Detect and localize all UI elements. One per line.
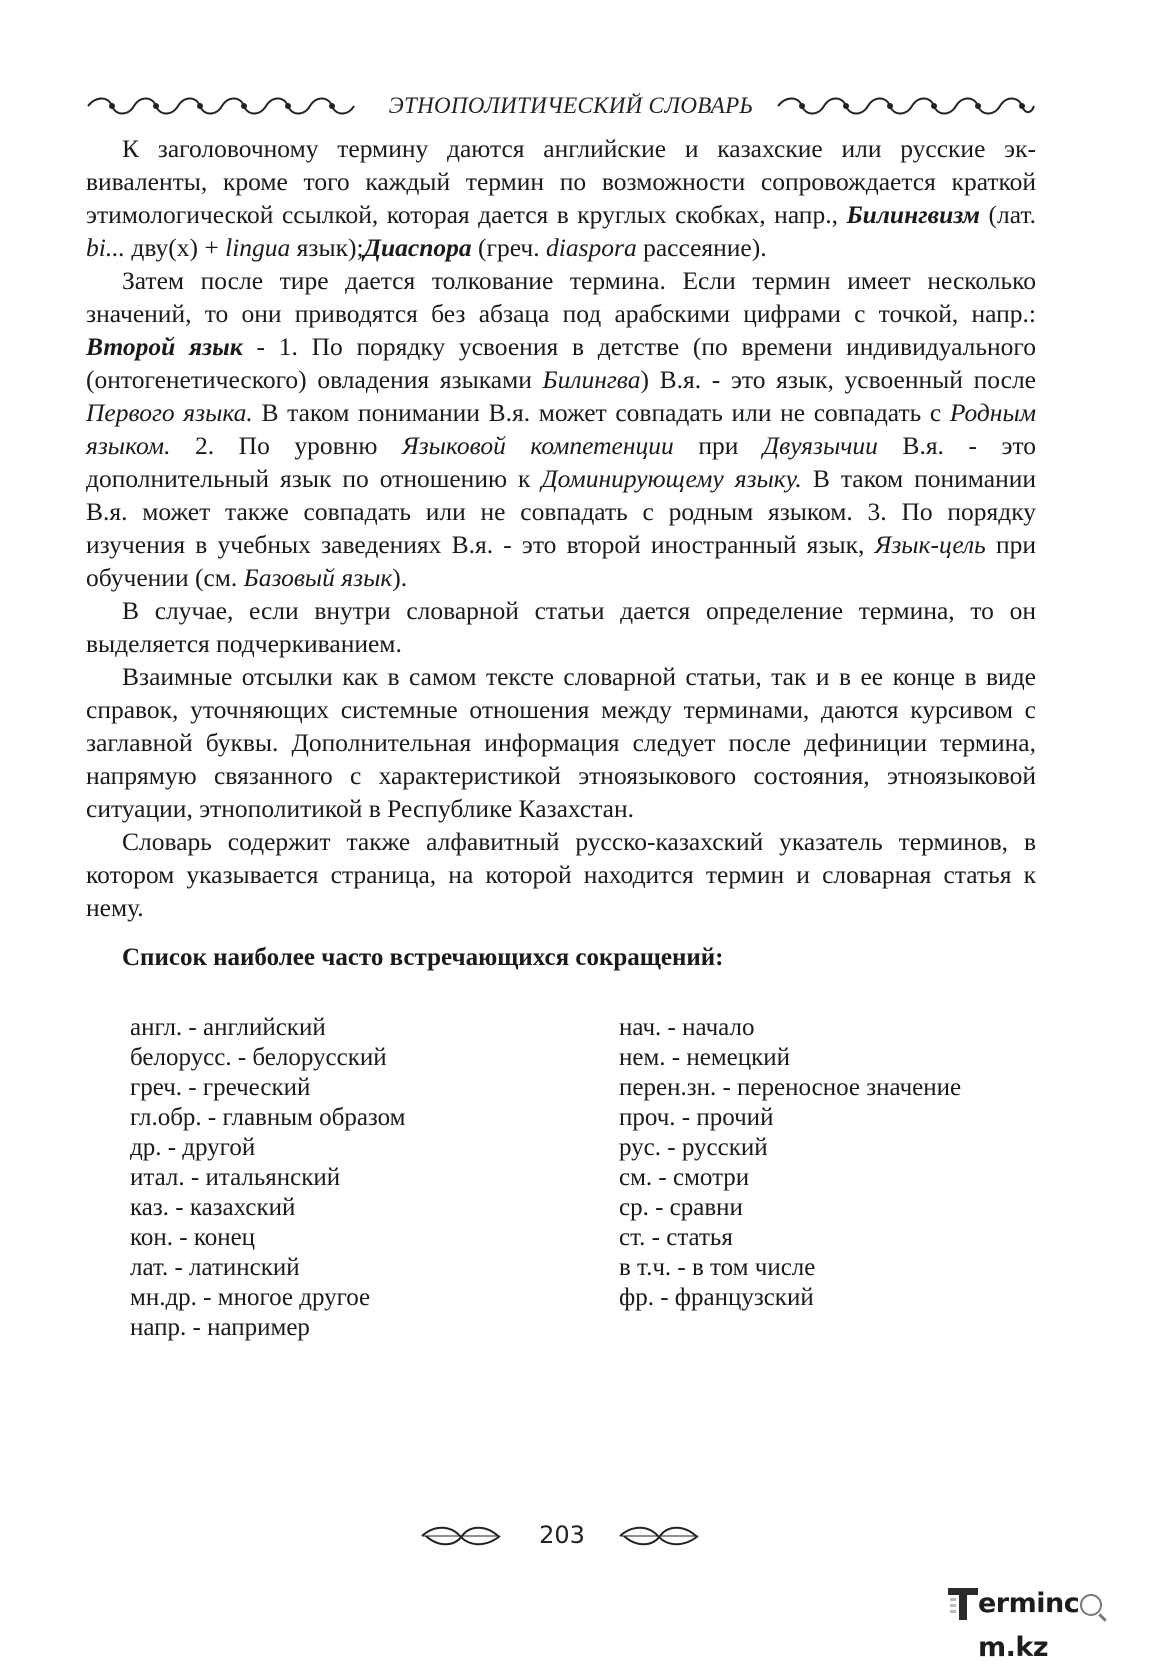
abbreviation-item: др. - другой [130, 1134, 256, 1161]
text-run: при обучении (см. [86, 530, 1036, 592]
italic-text: bi... [86, 233, 125, 262]
text-run: В таком понимании В.я. может также совпадать или не совпадать с родным языком. 3. По порядку изучения в учебных заведениях В.я. - это второй иностранный язык, [86, 464, 1037, 559]
abbreviation-item: греч. - греческий [130, 1074, 311, 1101]
text-run: (греч. [471, 233, 547, 262]
header-ornament-right-icon [776, 94, 1036, 118]
text-run: (лат. [980, 200, 1036, 229]
paragraph [86, 594, 1036, 660]
abbreviation-item: напр. - например [130, 1314, 310, 1341]
abbreviation-item: кон. - конец [130, 1224, 256, 1251]
footer-swirl-right-icon [618, 1523, 700, 1549]
abbreviations-list-left [130, 1013, 406, 1343]
italic-text: Язык-цель [874, 530, 986, 559]
text-run: Словарь содержит также алфавитный русско-казахский указатель терминов, в котором указывается страница, на которой находится термин и словарная статья к нему. [86, 827, 1036, 922]
footer-swirl-left-icon [420, 1523, 502, 1549]
text-run: ) В.я. - это язык, усвоенный после [640, 365, 1036, 394]
text-run: дву(х) + [124, 233, 226, 262]
abbreviation-item: рус. - русский [619, 1134, 768, 1161]
abbreviation-item: ст. - статья [619, 1224, 733, 1251]
header-ornament-left-icon [86, 94, 356, 118]
term-emphasis: Второй язык [86, 332, 243, 361]
running-header [86, 86, 1036, 126]
abbreviation-item: англ. - английский [130, 1014, 326, 1041]
italic-text: Первого языка. [86, 398, 253, 427]
text-run: рассеяние). [636, 233, 767, 262]
page-footer [420, 1515, 720, 1555]
italic-text: diaspora [546, 233, 637, 262]
text-run: К заголовочному термину даются английские и казахские или русские эквиваленты, кроме того каждый термин по возможности сопровождается краткой этимологической ссылкой, которая дается в круглых скобках, напр., [86, 134, 1036, 229]
text-run: В.я. - это дополнительный язык по отношению к [86, 431, 1037, 493]
body-text [86, 132, 1036, 924]
italic-text: Родным языком. [86, 398, 1037, 460]
abbreviation-item: гл.обр. - главным образом [130, 1104, 406, 1131]
abbreviation-item: в т.ч. - в том числе [619, 1254, 816, 1281]
abbreviation-item: проч. - прочий [619, 1104, 774, 1131]
text-run: ). [392, 563, 408, 592]
paragraph [86, 825, 1036, 924]
text-run: В случае, если внутри словарной статьи дается определение термина, то он выделяется подчеркиванием. [86, 596, 1036, 658]
header-title: ЭТНОПОЛИТИЧЕСКИЙ СЛОВАРЬ [388, 93, 754, 118]
watermark-logo [946, 1582, 1146, 1663]
paragraph [86, 660, 1036, 825]
italic-text: Базовый язык [243, 563, 393, 592]
italic-text: Доминирующему языку. [541, 464, 802, 493]
italic-text: Языковой компетенции [401, 431, 674, 460]
italic-text: lingua [225, 233, 291, 262]
page-number: 203 [539, 1521, 585, 1549]
abbreviation-item: лат. - латинский [130, 1254, 300, 1281]
abbreviation-item: фр. - французский [619, 1284, 814, 1311]
text-run: В таком понимании В.я. может совпадать или не совпадать с [252, 398, 950, 427]
abbreviations-list-right [619, 1013, 961, 1313]
text-run: при [673, 431, 763, 460]
abbreviations-heading: Список наиболее часто встречающихся сокращений: [122, 944, 724, 971]
term-emphasis: Диаспора [363, 233, 472, 262]
text-run: - 1. По порядку усвоения в детстве (по времени индивидуального (онтогенетического) овладения языками [86, 332, 1036, 394]
paragraph [86, 132, 1036, 264]
abbreviation-item: нем. - немецкий [619, 1044, 791, 1071]
text-run: Взаимные отсылки как в самом тексте словарной статьи, так и в ее конце в виде справок, уточняющих системные отношения между терминами, даются курсивом с заглавной буквы. Дополнительная информация следует после дефиниции термина, напрямую связанного с характеристикой этноязыкового состояния, этноязыковой ситуации, этнополитикой в Республике Казахстан. [86, 662, 1036, 823]
text-run: 2. По уровню [170, 431, 402, 460]
text-run: язык); [290, 233, 364, 262]
abbreviation-item: каз. - казахский [130, 1194, 296, 1221]
italic-text: Билингва [542, 365, 641, 394]
abbreviation-item: мн.др. - многое другое [130, 1284, 371, 1311]
term-emphasis: Билингвизм [846, 200, 981, 229]
abbreviation-item: нач. - начало [619, 1014, 755, 1041]
abbreviation-item: перен.зн. - переносное значение [619, 1074, 962, 1101]
italic-text: Двуязычии [762, 431, 878, 460]
abbreviation-item: итал. - итальянский [130, 1164, 341, 1191]
paragraph [86, 264, 1036, 594]
text-run: Затем после тире дается толкование термина. Если термин имеет несколько значений, то они приводятся без абзаца под арабскими цифрами с точкой, напр.: [86, 266, 1036, 328]
abbreviation-item: ср. - сравни [619, 1194, 743, 1221]
abbreviation-item: см. - смотри [619, 1164, 750, 1191]
watermark-text: erminc m.kz [978, 1582, 1146, 1670]
abbreviation-item: белорусс. - белорусский [130, 1044, 387, 1071]
logo-t-icon [946, 1586, 980, 1622]
